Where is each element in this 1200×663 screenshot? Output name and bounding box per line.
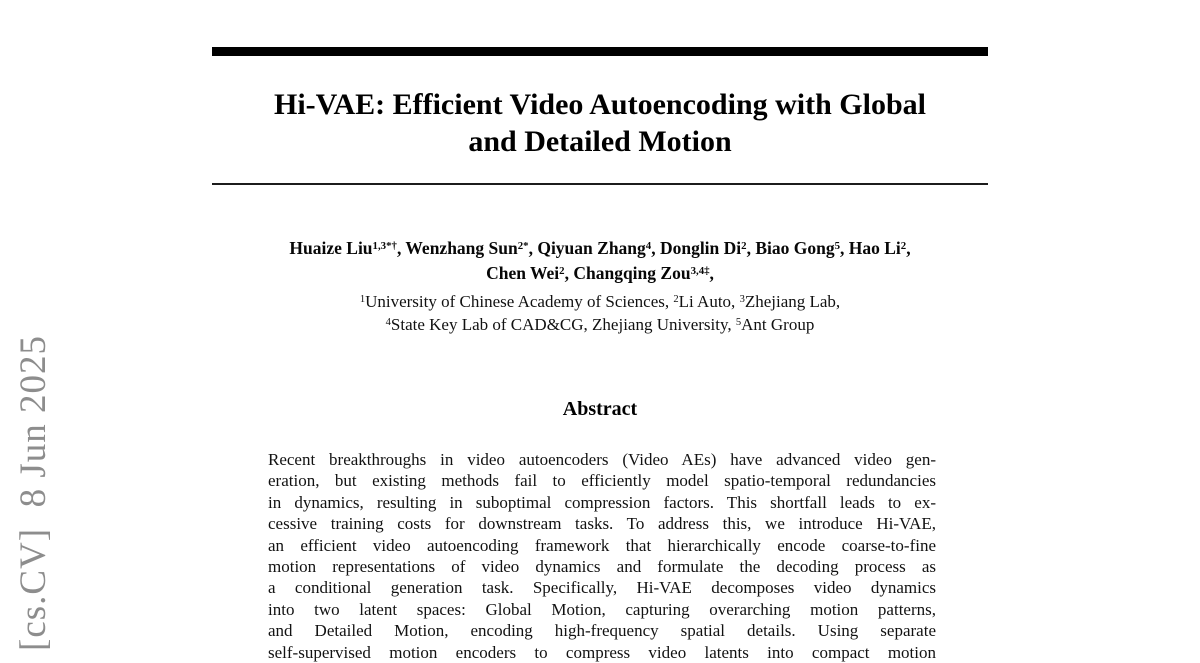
author-name-superscript: 1,3*† — [372, 240, 397, 253]
author-name-superscript: 2 — [559, 265, 565, 278]
author-name: Qiyuan Zhang — [537, 238, 646, 258]
abstract-line: and Detailed Motion, encoding high-frequency spatial details. Using separate — [268, 621, 936, 641]
abstract-heading: Abstract — [562, 398, 638, 420]
paper-title-line-1: Hi-VAE: Efficient Video Autoencoding with Global — [273, 88, 926, 121]
author-name: Donglin Di — [659, 238, 742, 258]
author-name: Biao Gong — [755, 238, 835, 258]
abstract-paragraph — [268, 449, 936, 663]
affiliation: Zhejiang Lab, — [744, 292, 841, 311]
affiliation-superscript: 2 — [673, 294, 679, 306]
affiliation: Ant Group — [741, 314, 815, 334]
separator: , — [651, 238, 660, 258]
author-block — [150, 236, 1050, 336]
author-name: Changqing Zou — [573, 263, 691, 283]
abstract-line: into two latent spaces: Global Motion, capturing overarching motion patterns, — [268, 599, 936, 619]
abstract-line: self-supervised motion encoders to compress video latents into compact motion — [268, 642, 936, 662]
abstract-line: in dynamics, resulting in suboptimal compression factors. This shortfall leads to ex- — [268, 492, 936, 512]
separator: , — [906, 238, 911, 258]
affiliation-superscript: 4 — [385, 316, 391, 328]
affiliation: State Key Lab of CAD&CG, Zhejiang University, — [390, 314, 736, 334]
abstract-line: cessive training costs for downstream tasks. To address this, we introduce Hi-VAE, — [268, 514, 936, 534]
author-name-superscript: 5 — [834, 240, 841, 253]
authors-line-1 — [150, 236, 1050, 261]
title-divider-rule — [212, 183, 988, 185]
affiliation-superscript: 3 — [739, 294, 745, 306]
affiliations-line-2 — [150, 314, 1050, 337]
affiliation: University of Chinese Academy of Sciences, — [365, 292, 674, 311]
authors-line-2 — [150, 261, 1050, 286]
abstract-line: an efficient video autoencoding framework that hierarchically encode coarse-to-fine — [268, 535, 936, 555]
author-name: Huaize Liu — [289, 238, 373, 258]
affiliation: Li Auto, — [678, 292, 740, 311]
author-name-superscript: 2* — [517, 240, 529, 253]
author-name-superscript: 3,4‡ — [690, 265, 710, 278]
affiliation-superscript: 1 — [359, 294, 366, 306]
paper-title — [162, 86, 1038, 160]
separator: , — [396, 238, 406, 258]
author-name: Wenzhang Sun — [405, 238, 518, 258]
author-name-superscript: 2 — [900, 240, 907, 253]
abstract-line: motion representations of video dynamics and formulate the decoding process as — [268, 556, 936, 576]
abstract-line: a conditional generation task. Specifically, Hi-VAE decomposes video dynamics — [268, 578, 936, 598]
separator: , — [528, 238, 538, 258]
abstract-line: Recent breakthroughs in video autoencoders (Video AEs) have advanced video gen- — [268, 450, 936, 469]
arxiv-watermark: [cs.CV] 8 Jun 2025 — [13, 334, 54, 651]
separator: , — [709, 263, 714, 283]
author-name-superscript: 2 — [741, 240, 747, 253]
affiliation-superscript: 5 — [735, 316, 742, 328]
abstract-line: eration, but existing methods fail to efficiently model spatio-temporal redundancies — [268, 471, 936, 491]
separator: , — [840, 238, 849, 258]
affiliation-block — [150, 291, 1050, 336]
top-rule — [212, 47, 988, 56]
separator: , — [746, 238, 756, 258]
separator: , — [564, 263, 574, 283]
author-name: Chen Wei — [486, 263, 560, 283]
affiliations-line-1 — [150, 291, 1050, 314]
author-name-superscript: 4 — [645, 240, 652, 253]
author-name: Hao Li — [848, 238, 901, 258]
paper-title-line-2: and Detailed Motion — [468, 125, 732, 158]
